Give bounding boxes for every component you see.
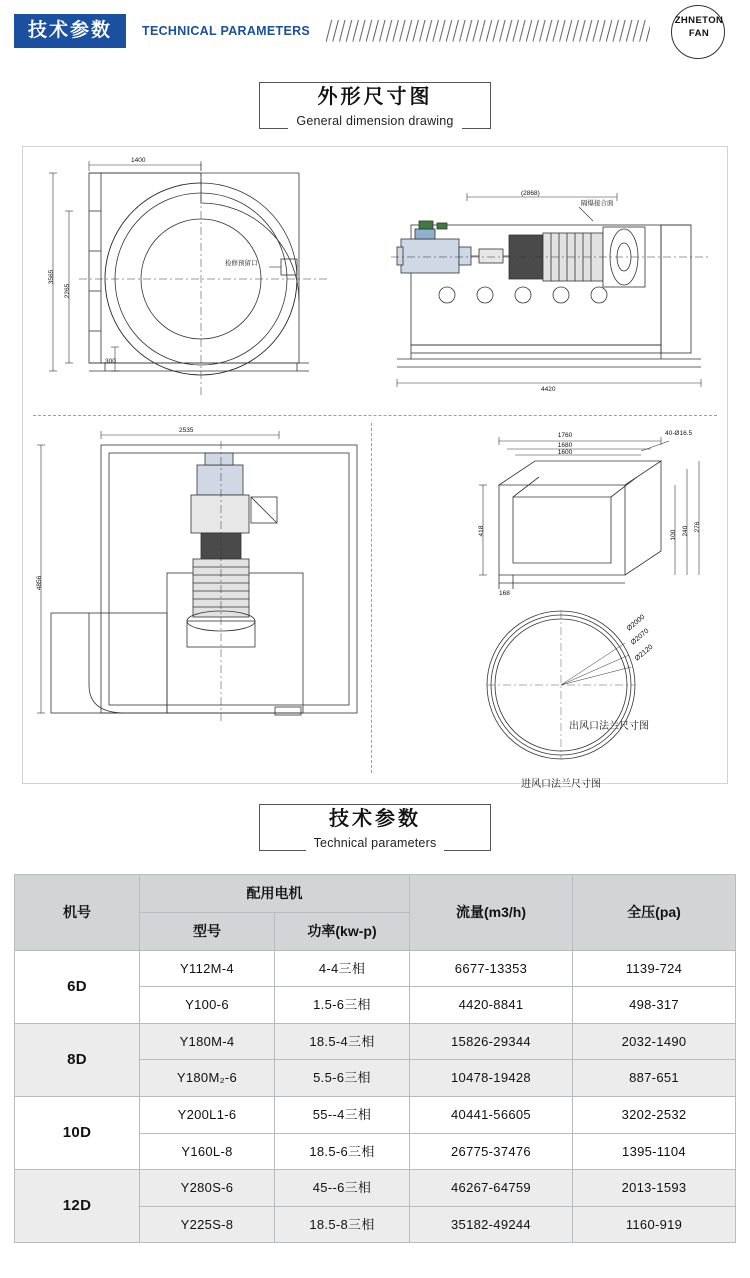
cell-motor-model: Y160L-8 [140,1133,275,1170]
th-motor-group: 配用电机 [140,875,410,913]
cell-machine-no: 6D [15,950,140,1023]
brand-logo [662,3,736,59]
table-header-row-1 [15,875,736,913]
caption-inlet-flange: 进风口法兰尺寸图 [521,779,601,790]
dim-label-height-inner: 2265 [64,283,71,299]
note-inspection-port: 检修预留口 [225,260,258,267]
page-header [0,0,750,62]
spec-table-wrap [14,874,736,1243]
cell-pressure: 498-317 [573,987,736,1024]
cell-machine-no: 8D [15,1023,140,1096]
inlet-circle-label-1: Ø2000 [625,613,647,633]
flange-dim-2: 1680 [557,442,573,449]
logo-text-line2: FAN [688,28,710,39]
dim-label-base: 4420 [541,386,556,393]
cell-motor-model: Y225S-8 [140,1206,275,1243]
section-title-dimension [259,78,491,138]
cell-flow: 46267-64759 [410,1170,573,1207]
cell-motor-power: 45--6三相 [275,1170,410,1207]
dim-label-top-view-width: 2535 [179,427,194,434]
flange-dim-3: 1600 [557,449,573,456]
dim-label-top-view-height: 4856 [36,575,43,591]
section-title-params-en: Technical parameters [306,834,445,852]
flange-dim-holes: 40-Ø16.5 [665,430,693,437]
section-title-params [259,800,491,860]
flange-dim-8: 240 [682,525,689,537]
cell-flow: 35182-49244 [410,1206,573,1243]
dim-label-height-outer: 3565 [48,269,55,285]
th-machine-no: 机号 [15,875,140,951]
header-badge-cn: 技术参数 [14,14,126,48]
cell-flow: 26775-37476 [410,1133,573,1170]
cell-pressure: 1160-919 [573,1206,736,1243]
cell-motor-model: Y112M-4 [140,950,275,987]
drawing-top-left-side-view [29,151,379,413]
drawing-bottom-left-top-view [29,423,369,771]
cell-pressure: 1139-724 [573,950,736,987]
cell-motor-power: 18.5-8三相 [275,1206,410,1243]
th-motor-model: 型号 [140,912,275,950]
cell-flow: 10478-19428 [410,1060,573,1097]
drawing-bottom-right-flange-views [379,423,749,771]
cell-pressure: 3202-2532 [573,1096,736,1133]
th-pressure: 全压(pa) [573,875,736,951]
table-row [15,1170,736,1207]
cell-machine-no: 10D [15,1096,140,1169]
spec-table-body [15,950,736,1243]
cell-flow: 15826-29344 [410,1023,573,1060]
cell-motor-power: 4-4三相 [275,950,410,987]
cell-flow: 4420-8841 [410,987,573,1024]
caption-outlet-flange: 出风口法兰尺寸图 [569,721,649,732]
th-flow: 流量(m3/h) [410,875,573,951]
drawing-top-right-front-view [381,151,721,413]
inlet-circle-label-3: Ø2120 [633,643,655,663]
flange-dim-9: 276 [694,521,701,533]
dim-label-top: (2868) [521,190,540,197]
section-title-params-cn: 技术参数 [319,806,431,832]
cell-motor-model: Y200L1-6 [140,1096,275,1133]
cell-motor-model: Y100-6 [140,987,275,1024]
cell-flow: 6677-13353 [410,950,573,987]
panel-divider-vertical [371,423,372,773]
dim-label-width: 1400 [131,157,146,164]
inlet-circle-label-2: Ø2070 [629,627,651,647]
th-motor-power: 功率(kw-p) [275,912,410,950]
panel-divider-horizontal [33,415,717,416]
cell-pressure: 887-651 [573,1060,736,1097]
flange-dim-5: 168 [499,590,510,597]
flange-dim-6: 418 [478,525,485,537]
cell-motor-power: 18.5-6三相 [275,1133,410,1170]
dim-label-bottom: 300 [105,358,116,365]
section-title-dimension-en: General dimension drawing [288,112,461,130]
cell-motor-power: 55--4三相 [275,1096,410,1133]
logo-text-line1: ZHNETON [674,15,724,26]
spec-table [14,874,736,1243]
cell-motor-power: 18.5-4三相 [275,1023,410,1060]
flange-dim-7: 100 [670,529,677,541]
cell-pressure: 2013-1593 [573,1170,736,1207]
dimension-drawing-panel [22,146,728,790]
section-title-dimension-cn: 外形尺寸图 [308,84,443,110]
cell-motor-model: Y180M-4 [140,1023,275,1060]
cell-motor-model: Y180M₂-6 [140,1060,275,1097]
cell-motor-power: 5.5-6三相 [275,1060,410,1097]
spec-table-head [15,875,736,951]
flange-dim-1: 1760 [557,432,573,439]
header-badge-en: TECHNICAL PARAMETERS [142,24,311,38]
cell-pressure: 1395-1104 [573,1133,736,1170]
hatch-decoration [326,20,650,42]
cell-flow: 40441-56605 [410,1096,573,1133]
cell-motor-model: Y280S-6 [140,1170,275,1207]
note-flameproof-face: 隔爆接合面 [581,200,614,207]
table-row [15,1096,736,1133]
cell-machine-no: 12D [15,1170,140,1243]
cell-motor-power: 1.5-6三相 [275,987,410,1024]
cell-pressure: 2032-1490 [573,1023,736,1060]
table-row [15,1023,736,1060]
table-row [15,950,736,987]
